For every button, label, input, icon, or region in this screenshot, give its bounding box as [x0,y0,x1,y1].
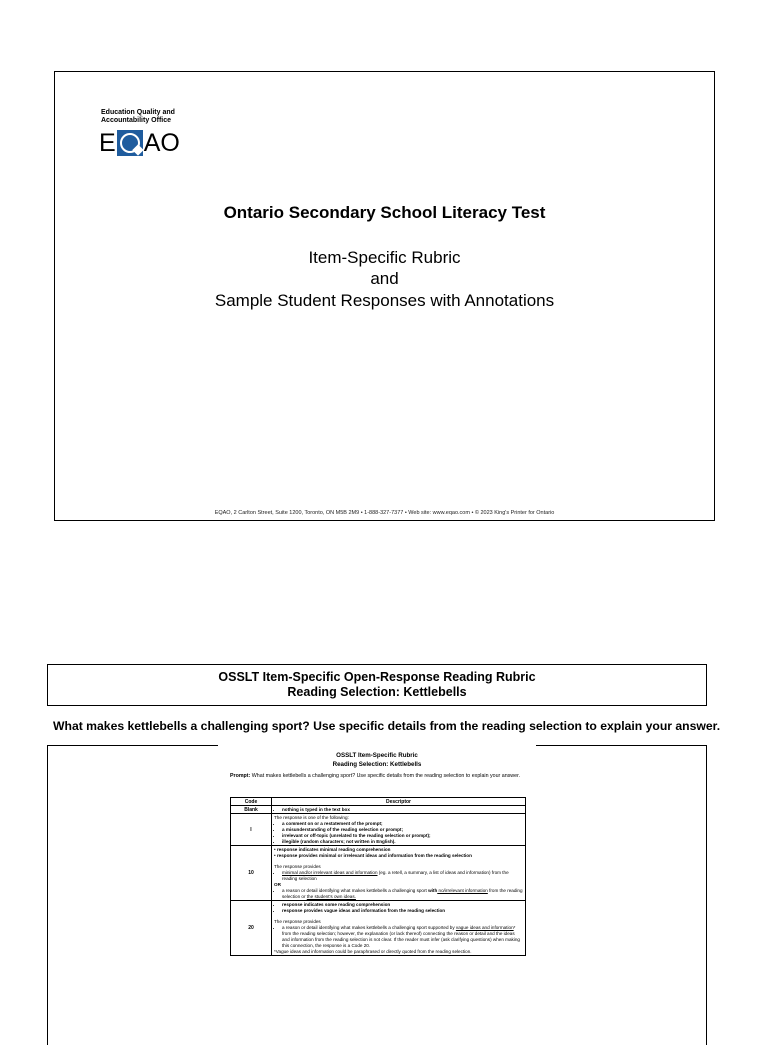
row-code-blank: Blank [231,806,272,814]
row-code-20: 20 [231,901,272,956]
bullet: • irrelevant or off-topic (unrelated to the reading selection or prompt); [282,833,523,839]
bullet: • a reason or detail identifying what makes kettlebells a challenging sport with no/irrelevant information from the reading selection or the student's own ideas. [282,888,523,900]
bullet: • a misunderstanding of the reading selection or prompt; [282,827,523,833]
inner-prompt [230,773,526,781]
bullet: • a comment on or a restatement of the prompt; [282,821,523,827]
bullet: • response indicates some reading comprehension [282,902,523,908]
row-descriptor-i [272,814,526,846]
rubric-header-line2: Reading Selection: Kettlebells [287,685,467,699]
col-descriptor-header: Descriptor [272,798,526,806]
row-code-10: 10 [231,846,272,901]
cover-page [54,71,715,521]
logo-letters-ao: AO [143,128,180,157]
document-title: Ontario Secondary School Literacy Test [223,203,546,222]
table-row [231,846,526,901]
logo-letter-e: E [99,128,116,157]
eqao-logo [99,129,180,157]
subtitle-line1: Item-Specific Rubric [308,248,461,267]
table-row [231,806,526,814]
table-row [231,901,526,956]
subtitle-line2: and [370,269,399,288]
row-descriptor-20 [272,901,526,956]
descriptor-note: *Vague ideas and information could be paraphrased or directly quoted from the reading selection. [274,948,472,954]
descriptor-provides: The response provides [274,863,321,869]
logo-text-line1: Education Quality and [101,109,175,116]
logo-text-line2: Accountability Office [101,117,172,124]
cover-footer: EQAO, 2 Carlton Street, Suite 1200, Toronto, ON M5B 2M9 • 1-888-327-7377 • Web site: www.eqao.com • © 2023 King's Printer for Ontario [214,510,555,516]
descriptor-intro: The response is one of the following: [274,814,349,820]
bullet: • nothing is typed in the text box [282,807,523,813]
table-header-row [231,798,526,806]
prompt-label: Prompt: [230,773,251,779]
bullet: • minimal and/or irrelevant ideas and information (eg. a retell, a summary, a list of ideas and information) from the reading selection [282,870,523,882]
row-code-i: I [231,814,272,846]
inner-title-line2: Reading Selection: Kettlebells [332,761,422,768]
rubric-table [230,797,526,956]
row-descriptor-blank [272,806,526,814]
table-row [231,814,526,846]
subtitle-line3: Sample Student Responses with Annotations [214,291,555,310]
bullet: • illegible (random characters; not written in English). [282,839,523,845]
question-text: What makes kettlebells a challenging sport? Use specific details from the reading selection to explain your answer. [53,719,721,733]
descriptor-line: • response indicates minimal reading comprehension [274,846,391,852]
prompt-text: What makes kettlebells a challenging sport? Use specific details from the reading selection to explain your answer. [251,773,521,779]
row-descriptor-10 [272,846,526,901]
inner-rubric-document [218,743,536,1043]
col-code-header: Code [231,798,272,806]
descriptor-or: OR [274,881,281,887]
descriptor-line: • response provides minimal or irrelevant ideas and information from the reading selection [274,852,472,858]
inner-title-line1: OSSLT Item-Specific Rubric [336,752,418,759]
rubric-header [47,664,707,706]
bullet: • response provides vague ideas and information from the reading selection [282,908,523,914]
descriptor-provides: The response provides [274,918,321,924]
inner-title [218,751,536,769]
logo-q-icon [117,130,143,156]
bullet: • a reason or detail identifying what makes kettlebells a challenging sport supported by vague ideas and information* from the reading selection; however, the explanation (or lack thereof) connecting the reason or detail and the ideas and information from the reading selection is not clear. If the reader must infer (ask clarifying questions) when making this connection, the response is a Code 20. [282,925,523,949]
rubric-header-line1: OSSLT Item-Specific Open-Response Reading Rubric [218,670,536,684]
